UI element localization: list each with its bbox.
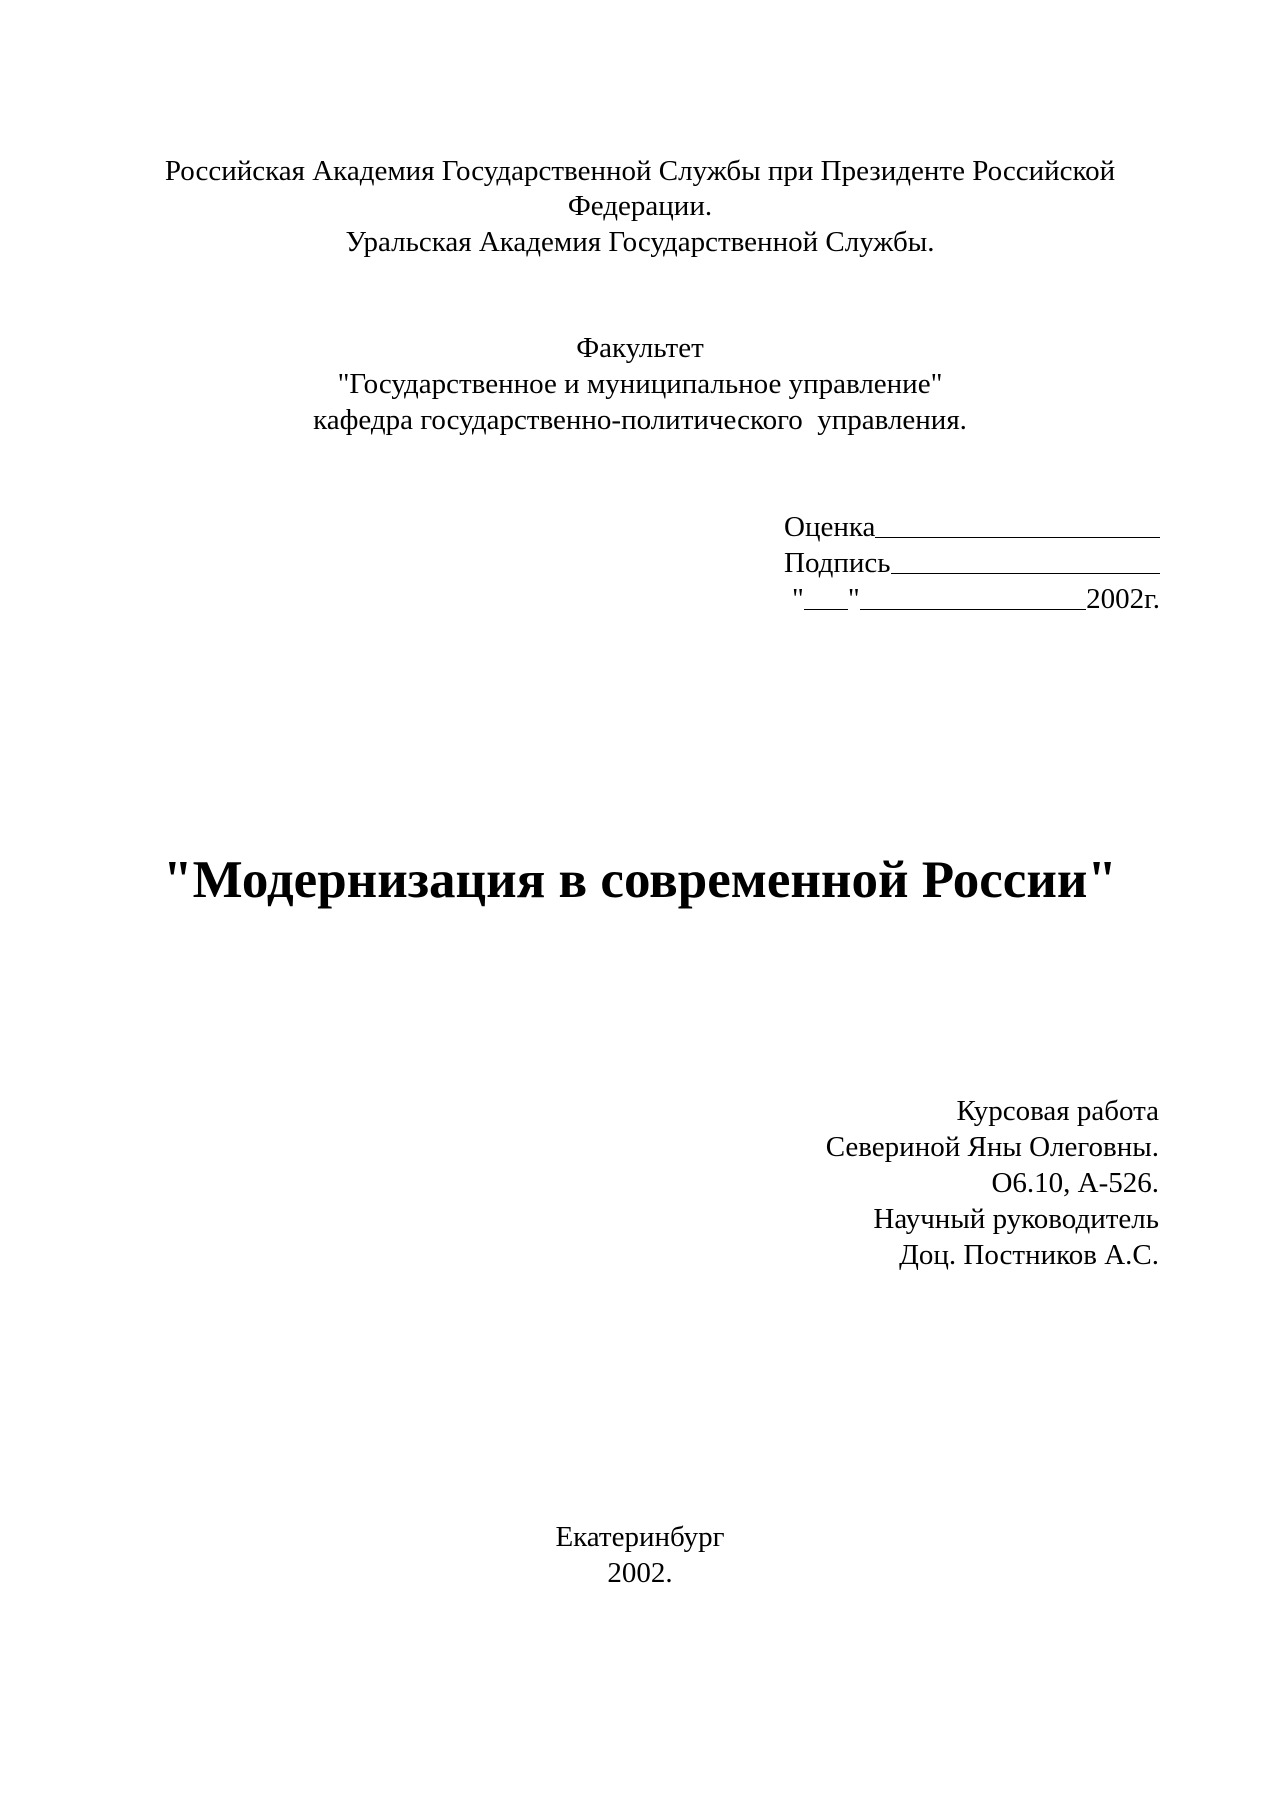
supervisor-label: Научный руководитель — [873, 1203, 1159, 1235]
academy-line-3: Уральская Академия Государственной Службы. — [345, 226, 935, 258]
date-year: 2002г. — [1086, 583, 1160, 615]
work-type: Курсовая работа — [956, 1095, 1159, 1127]
academy-line-2: Федерации. — [567, 190, 713, 222]
group-code: О6.10, А-526. — [991, 1167, 1159, 1199]
year: 2002. — [607, 1557, 673, 1589]
date-row — [784, 582, 1160, 616]
date-open-quote: " — [792, 583, 804, 615]
academy-line-1: Российская Академия Государственной Службы при Президенте Российской — [164, 155, 1116, 187]
city: Екатеринбург — [555, 1521, 725, 1553]
grade-blank — [875, 511, 1160, 538]
department-name: кафедра государственно-политического управления. — [313, 404, 967, 436]
author-name: Севериной Яны Олеговны. — [825, 1131, 1159, 1163]
signature-label: Подпись — [784, 547, 891, 579]
supervisor-name: Доц. Постников А.С. — [899, 1239, 1159, 1271]
signature-blank — [891, 547, 1161, 574]
grade-row — [784, 510, 1160, 544]
date-month-blank — [860, 583, 1086, 610]
date-day-blank — [804, 583, 848, 610]
faculty-name: "Государственное и муниципальное управление" — [337, 368, 943, 400]
grade-label: Оценка — [784, 511, 876, 543]
document-title: "Модернизация в современной России" — [163, 851, 1117, 909]
signature-row — [784, 546, 1160, 580]
faculty-label: Факультет — [576, 332, 704, 364]
date-close-quote: " — [847, 583, 860, 615]
